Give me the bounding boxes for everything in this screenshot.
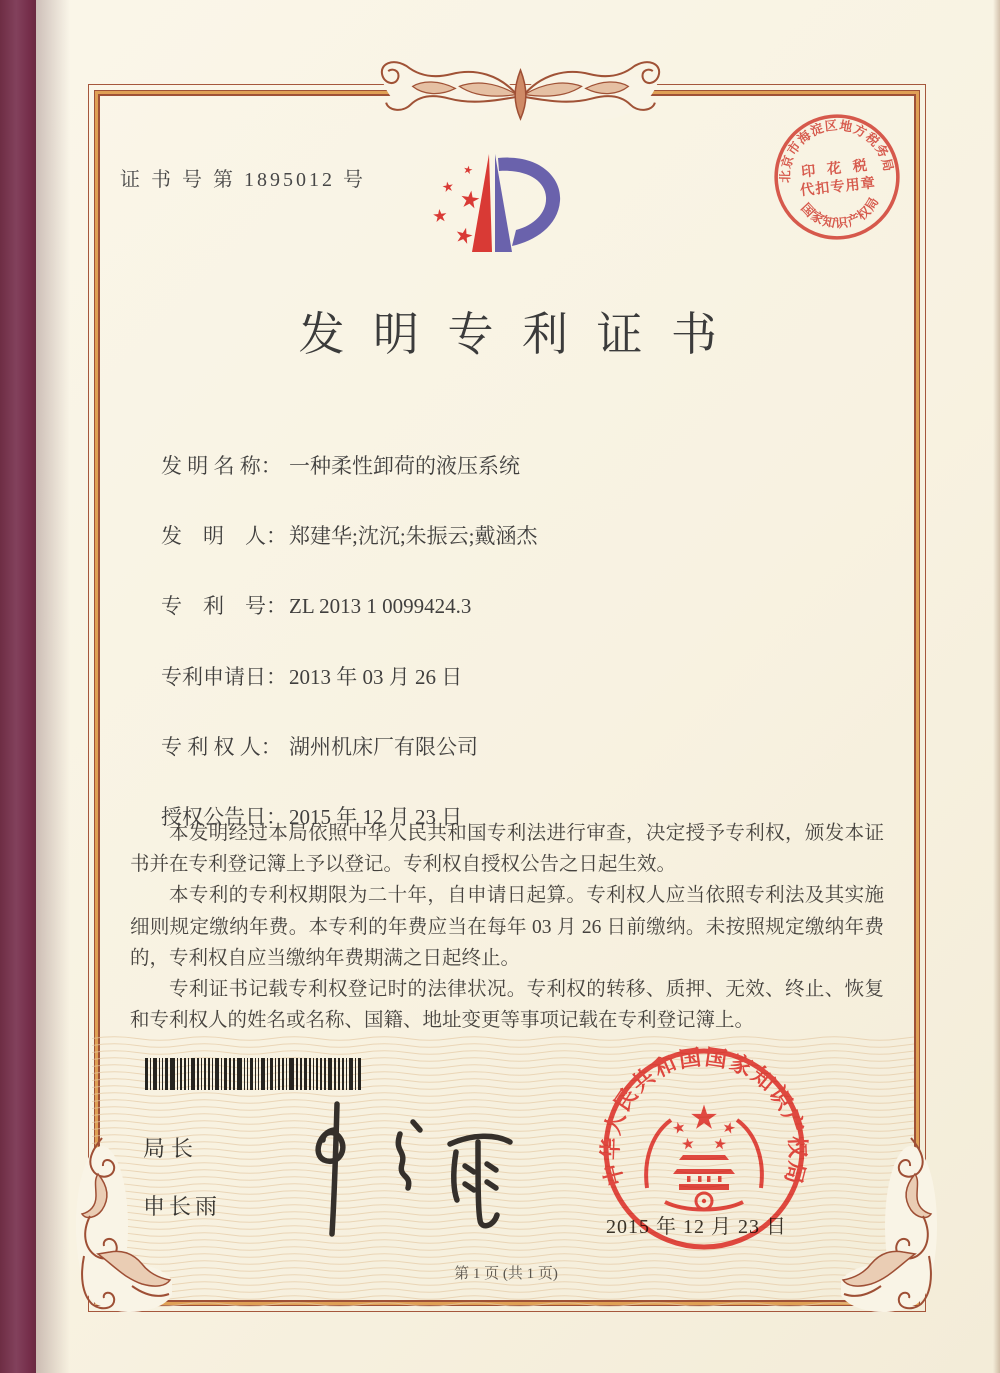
field-patentee (140, 706, 478, 786)
field-label: 发 明 名 称： (161, 454, 282, 478)
field-value: ZL 2013 1 0099424.3 (289, 594, 472, 618)
field-label: 发 明 人： (161, 524, 287, 548)
page-fold-shadow (36, 0, 70, 1373)
page-right-edge (993, 0, 1000, 1373)
tax-stamp-icon (766, 106, 908, 248)
barcode (145, 1058, 391, 1090)
field-label: 专利申请日： (161, 665, 287, 689)
field-inventors (140, 495, 538, 575)
tax-stamp-bottom-arc: 国家知识产权局 (798, 194, 882, 231)
field-value: 2015 年 12 月 23 日 (289, 805, 463, 829)
legal-paragraph-3: 专利证书记载专利权登记时的法律状况。专利权的转移、质押、无效、终止、恢复和专利权人的姓名或名称、国籍、地址变更等事项记载在专利登记簿上。 (130, 978, 884, 1032)
field-filing-date (140, 636, 462, 716)
field-value: 郑建华;沈沉;朱振云;戴涵杰 (289, 524, 538, 548)
tax-stamp-line2: 代扣专用章 (799, 175, 877, 200)
field-label: 专 利 号： (161, 594, 287, 618)
field-value: 湖州机床厂有限公司 (289, 735, 478, 759)
legal-paragraph-2: 本专利的专利权期限为二十年，自申请日起算。专利权人应当依照专利法及其实施细则规定缴纳年费。本专利的年费应当在每年 03 月 26 日前缴纳。未按照规定缴纳年费的，专利权自应当缴纳年费期满之日起终止。 (130, 885, 884, 969)
seal-date: 2015 年 12 月 23 日 (606, 1216, 787, 1238)
field-label: 授权公告日： (161, 805, 287, 829)
signer-name: 申长雨 (143, 1194, 222, 1219)
border-ornament-top-center (378, 42, 663, 147)
field-invention-name (140, 425, 520, 505)
field-label: 专 利 权 人： (161, 735, 282, 759)
border-ornament-bottom-right (841, 1136, 941, 1314)
seal-ring-text: 中华人民共和国国家知识产权局 (597, 1044, 811, 1189)
certificate-title: 发明专利证书 (298, 309, 746, 360)
cnipa-logo-icon (428, 142, 588, 277)
tax-stamp-top-arc: 北京市海淀区地方税务局 (778, 118, 896, 184)
signature-icon (282, 1092, 522, 1242)
field-value: 2013 年 03 月 26 日 (289, 665, 463, 689)
field-patent-number (140, 565, 471, 645)
legal-text (130, 818, 884, 1036)
page-footer: 第 1 页 (共 1 页) (454, 1266, 558, 1282)
tax-stamp-line1: 印 花 税 (800, 157, 872, 181)
book-spine (0, 0, 36, 1373)
field-value: 一种柔性卸荷的液压系统 (289, 454, 520, 478)
legal-paragraph-1: 本发明经过本局依照中华人民共和国专利法进行审查，决定授予专利权，颁发本证书并在专利登记簿上予以登记。专利权自授权公告之日起生效。 (130, 823, 884, 876)
signer-role: 局长 (143, 1136, 200, 1161)
certificate-number: 证 书 号 第 1895012 号 (120, 169, 366, 191)
